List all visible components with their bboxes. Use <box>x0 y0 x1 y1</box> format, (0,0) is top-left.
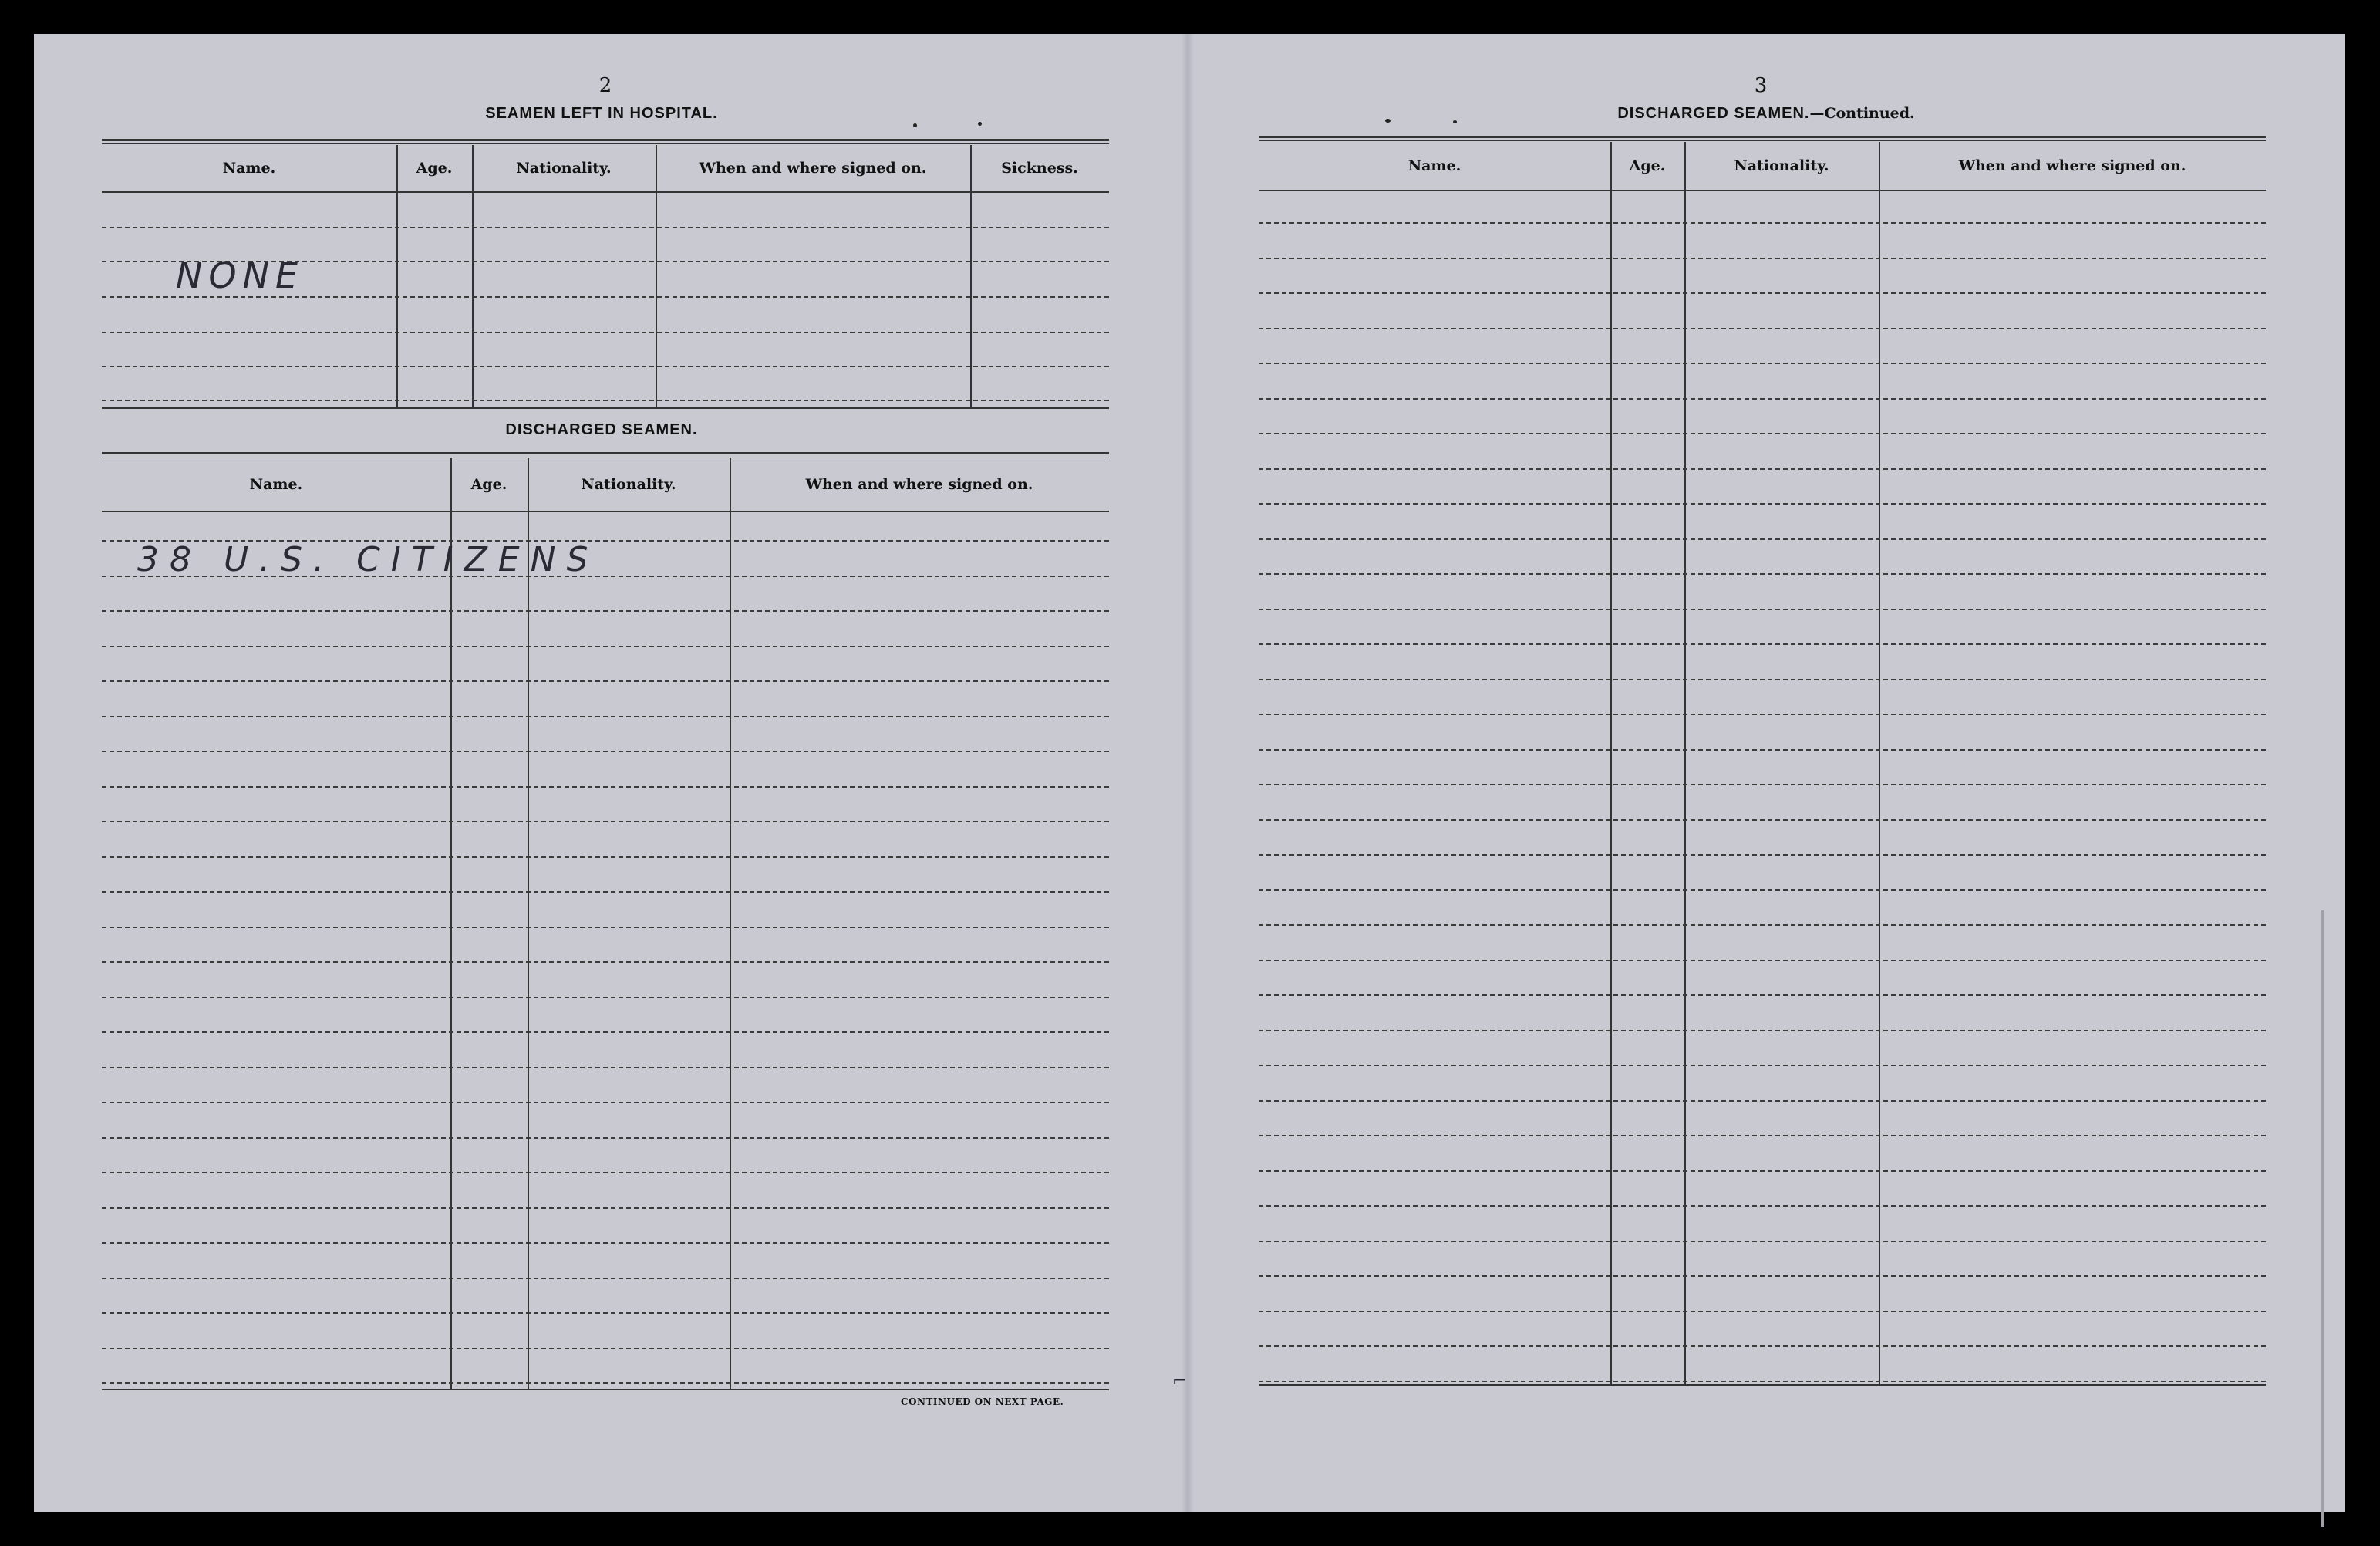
ink-speck <box>1385 119 1391 123</box>
entry-line <box>1259 468 2266 470</box>
page-number-left: 2 <box>598 74 612 97</box>
entry-line <box>102 927 1109 928</box>
ink-speck <box>913 123 917 127</box>
entry-line <box>1259 1135 2266 1136</box>
entry-line <box>1259 503 2266 505</box>
entry-line <box>102 821 1109 822</box>
entry-line <box>1259 292 2266 294</box>
column-divider <box>450 458 452 1390</box>
title-continued: —Continued. <box>1809 105 1915 122</box>
handwritten-none: NONE <box>176 255 305 296</box>
pencil-mark: ⌐ <box>1172 1372 1187 1391</box>
entry-line <box>1259 433 2266 434</box>
entry-line <box>102 610 1109 612</box>
entry-line <box>102 1067 1109 1068</box>
col-header-signed-on: When and where signed on. <box>1958 157 2186 174</box>
discharged-table-right <box>1259 136 2266 1392</box>
discharged-table-header <box>102 458 1109 512</box>
entry-line <box>102 856 1109 858</box>
hospital-table-header <box>102 145 1109 193</box>
entry-line <box>1259 363 2266 364</box>
entry-line <box>1259 960 2266 961</box>
entry-line <box>102 227 1109 228</box>
entry-line <box>102 716 1109 717</box>
entry-line <box>102 296 1109 298</box>
entry-line <box>102 1172 1109 1173</box>
entry-line <box>1259 538 2266 540</box>
entry-line <box>1259 994 2266 996</box>
entry-line <box>1259 1345 2266 1347</box>
entry-line <box>1259 1030 2266 1031</box>
col-header-name: Name. <box>222 160 276 177</box>
column-divider <box>528 458 529 1390</box>
entry-line <box>1259 1241 2266 1242</box>
entry-line <box>102 680 1109 682</box>
entry-line <box>102 891 1109 893</box>
column-divider <box>396 145 398 407</box>
discharged-continued-title <box>1527 105 2005 123</box>
table-top-rule <box>102 452 1109 457</box>
entry-line <box>102 366 1109 367</box>
entry-line <box>1259 258 2266 259</box>
entry-line <box>1259 924 2266 926</box>
col-header-nationality: Nationality. <box>1734 157 1829 174</box>
entry-line <box>102 1278 1109 1279</box>
discharged-continued-header <box>1259 142 2266 191</box>
entry-line <box>1259 679 2266 680</box>
entry-line <box>1259 398 2266 400</box>
entry-line <box>1259 328 2266 329</box>
title-main: DISCHARGED SEAMEN. <box>1617 105 1810 122</box>
entry-line <box>1259 222 2266 224</box>
col-header-nationality: Nationality. <box>516 160 612 177</box>
entry-line <box>102 961 1109 963</box>
table-bottom-rule <box>102 407 1109 409</box>
entry-line <box>102 1242 1109 1244</box>
table-bottom-rule <box>102 1389 1109 1390</box>
entry-line <box>1259 784 2266 785</box>
table-top-rule <box>1259 136 2266 141</box>
entry-line <box>1259 749 2266 751</box>
column-divider <box>730 458 731 1390</box>
handwritten-citizens: 38 U.S. CITIZENS <box>137 540 599 579</box>
page-number-right: 3 <box>1754 74 1768 97</box>
col-header-sickness: Sickness. <box>1001 160 1078 177</box>
entry-line <box>1259 573 2266 575</box>
discharged-table-left <box>102 452 1109 1392</box>
entry-line <box>102 786 1109 788</box>
col-header-nationality: Nationality. <box>581 476 676 493</box>
entry-line <box>102 1312 1109 1314</box>
entry-line <box>1259 1100 2266 1102</box>
entry-line <box>1259 1205 2266 1207</box>
hospital-section-title: SEAMEN LEFT IN HOSPITAL. <box>485 105 718 122</box>
entry-line <box>1259 819 2266 821</box>
entry-line <box>102 400 1109 401</box>
entry-line <box>1259 1381 2266 1382</box>
column-divider <box>472 145 474 407</box>
entry-line <box>1259 1170 2266 1172</box>
column-divider <box>656 145 657 407</box>
table-bottom-rule <box>1259 1384 2266 1386</box>
col-header-signed-on: When and where signed on. <box>805 476 1033 493</box>
entry-line <box>1259 854 2266 856</box>
ink-speck <box>1453 120 1457 123</box>
table-top-rule <box>102 139 1109 144</box>
entry-line <box>102 1382 1109 1384</box>
entry-line <box>102 1207 1109 1209</box>
column-divider <box>970 145 972 407</box>
entry-line <box>102 1137 1109 1139</box>
entry-line <box>102 332 1109 333</box>
entry-line <box>102 646 1109 647</box>
col-header-age: Age. <box>470 476 507 493</box>
page-fold <box>1182 34 1194 1512</box>
entry-line <box>102 997 1109 998</box>
entry-line <box>1259 889 2266 891</box>
discharged-section-title: DISCHARGED SEAMEN. <box>505 421 698 438</box>
entry-line <box>1259 609 2266 610</box>
page-edge-mark <box>2321 910 2324 1527</box>
entry-line <box>102 1102 1109 1103</box>
entry-line <box>102 1031 1109 1033</box>
col-header-name: Name. <box>1407 157 1461 174</box>
col-header-signed-on: When and where signed on. <box>699 160 927 177</box>
col-header-name: Name. <box>249 476 303 493</box>
entry-line <box>102 1348 1109 1349</box>
col-header-age: Age. <box>416 160 453 177</box>
entry-line <box>1259 1311 2266 1312</box>
entry-line <box>1259 714 2266 715</box>
continued-note: CONTINUED ON NEXT PAGE. <box>901 1396 1064 1407</box>
entry-line <box>1259 1275 2266 1277</box>
entry-line <box>1259 1065 2266 1066</box>
entry-line <box>102 751 1109 752</box>
entry-line <box>1259 643 2266 645</box>
ink-speck <box>978 122 982 126</box>
col-header-age: Age. <box>1629 157 1666 174</box>
